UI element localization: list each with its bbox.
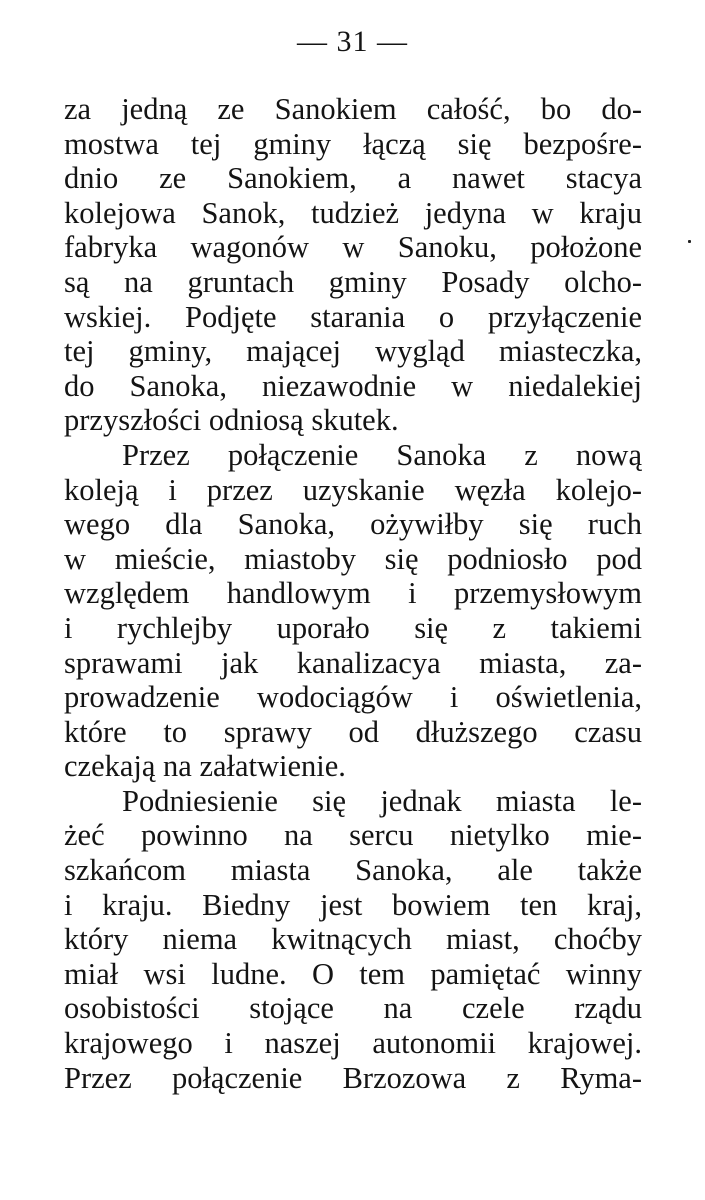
text-line: dnio ze Sanokiem, a nawet stacya <box>64 161 642 196</box>
text-line: który niema kwitnących miast, choćby <box>64 922 642 957</box>
text-line: w mieście, miastoby się podniosło pod <box>64 541 642 576</box>
text-line: i kraju. Biedny jest bowiem ten kraj, <box>64 887 642 922</box>
text-line: i rychlejby uporało się z takiemi <box>64 610 642 645</box>
text-line: osobistości stojące na czele rządu <box>64 991 642 1026</box>
text-line: wskiej. Podjęte starania o przyłączenie <box>64 299 642 334</box>
body-text <box>64 92 642 1095</box>
text-line: przyszłości odniosą skutek. <box>64 403 399 438</box>
text-line: Podniesienie się jednak miasta le- <box>122 783 642 818</box>
text-line: kolejowa Sanok, tudzież jedyna w kraju <box>64 195 642 230</box>
text-line: do Sanoka, niezawodnie w niedalekiej <box>64 368 642 403</box>
margin-speck <box>688 240 691 243</box>
text-line: prowadzenie wodociągów i oświetlenia, <box>64 680 642 715</box>
text-line: tej gminy, mającej wygląd miasteczka, <box>64 334 642 369</box>
text-line: za jedną ze Sanokiem całość, bo do- <box>64 92 642 126</box>
text-line: wego dla Sanoka, ożywiłby się ruch <box>64 507 642 542</box>
text-line: mostwa tej gminy łączą się bezpośre- <box>64 126 642 161</box>
text-line: względem handlowym i przemysłowym <box>64 576 642 611</box>
page-number: — 31 — <box>297 25 408 58</box>
text-line: szkańcom miasta Sanoka, ale także <box>64 853 642 888</box>
text-line: koleją i przez uzyskanie węzła kolejo- <box>64 472 642 507</box>
text-line: które to sprawy od dłuższego czasu <box>64 714 642 749</box>
text-line: miał wsi ludne. O tem pamiętać winny <box>64 956 642 991</box>
text-line: krajowego i naszej autonomii krajowej. <box>64 1026 642 1061</box>
text-line: Przez połączenie Sanoka z nową <box>122 437 642 472</box>
text-line: czekają na załatwienie. <box>64 749 346 784</box>
text-line: są na gruntach gminy Posady olcho- <box>64 264 642 299</box>
text-line: Przez połączenie Brzozowa z Ryma- <box>64 1060 642 1095</box>
text-line: fabryka wagonów w Sanoku, położone <box>64 230 642 265</box>
text-line: sprawami jak kanalizacya miasta, za- <box>64 645 642 680</box>
text-line: żeć powinno na sercu nietylko mie- <box>64 818 642 853</box>
